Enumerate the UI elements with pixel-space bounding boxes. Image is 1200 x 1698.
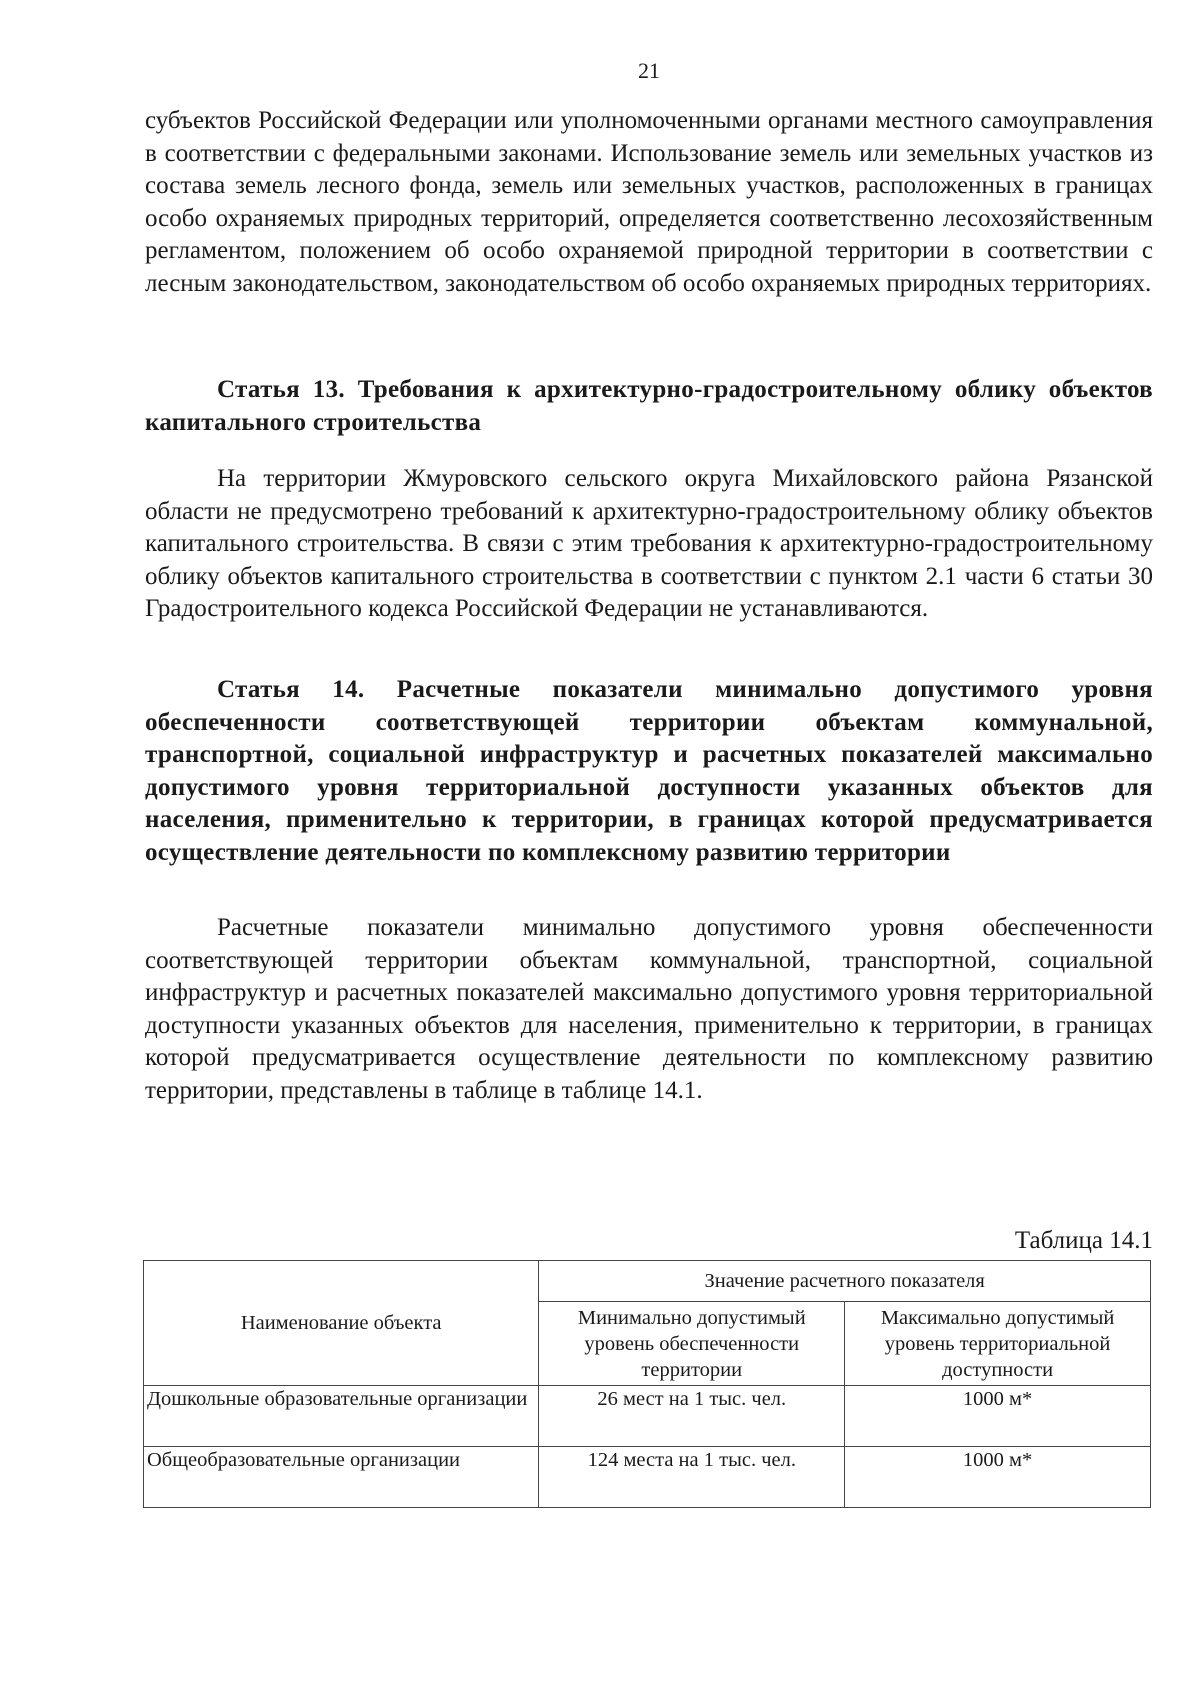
row-object-name: Дошкольные образовательные организации xyxy=(144,1386,539,1447)
table-caption: Таблица 14.1 xyxy=(1014,1227,1153,1254)
article-14-paragraph: Расчетные показатели минимально допустимого уровня обеспеченности соответствующей территории объектам коммунальной, транспортной, социальной инфраструктур и расчетных показателей максимально допустимого уровня территориальной доступности указанных объектов для населения, применительно к территории, в границах которой предусматривается осуществление деятельности по комплексному развитию территории, представлены в таблице в таблице 14.1. xyxy=(145,914,1153,1104)
page-number: 21 xyxy=(638,58,660,83)
row-min-value: 124 места на 1 тыс. чел. xyxy=(539,1447,845,1508)
row-max-value: 1000 м* xyxy=(845,1386,1151,1447)
row-min-value: 26 мест на 1 тыс. чел. xyxy=(539,1386,845,1447)
header-object-name: Наименование объекта xyxy=(144,1261,539,1386)
indicators-table xyxy=(143,1260,1151,1508)
article-13-paragraph: На территории Жмуровского сельского округа Михайловского района Рязанской области не предусмотрено требований к архитектурно-градостроительному облику объектов капитального строительства. В связи с этим требования к архитектурно-градостроительному облику объектов капитального строительства в соответствии с пунктом 2.1 части 6 статьи 30 Градостроительного кодекса Российской Федерации не устанавливаются. xyxy=(145,465,1153,622)
table-row xyxy=(144,1447,1151,1508)
header-max-accessibility: Максимально допустимый уровень территориальной доступности xyxy=(845,1302,1151,1386)
article-14-heading: Статья 14. Расчетные показатели минимально допустимого уровня обеспеченности соответствующей территории объектам коммунальной, транспортной, социальной инфраструктур и расчетных показателей максимально допустимого уровня территориальной доступности указанных объектов для населения, применительно к территории, в границах которой предусматривается осуществление деятельности по комплексному развитию территории xyxy=(145,676,1153,866)
row-object-name: Общеобразовательные организации xyxy=(144,1447,539,1508)
row-max-value: 1000 м* xyxy=(845,1447,1151,1508)
table-row xyxy=(144,1386,1151,1447)
header-min-level: Минимально допустимый уровень обеспеченности территории xyxy=(539,1302,845,1386)
intro-paragraph: субъектов Российской Федерации или уполномоченными органами местного самоуправления в соответствии с федеральными законами. Использование земель или земельных участков из состава земель лесного фонда, земель или земельных участков, расположенных в границах особо охраняемых природных территорий, определяется соответственно лесохозяйственным регламентом, положением об особо охраняемой природной территории в соответствии с лесным законодательством, законодательством об особо охраняемых природных территориях. xyxy=(145,107,1153,297)
table-header-row xyxy=(144,1261,1151,1302)
article-13-heading: Статья 13. Требования к архитектурно-градостроительному облику объектов капитального строительства xyxy=(145,376,1153,436)
header-indicator-value: Значение расчетного показателя xyxy=(539,1261,1151,1302)
